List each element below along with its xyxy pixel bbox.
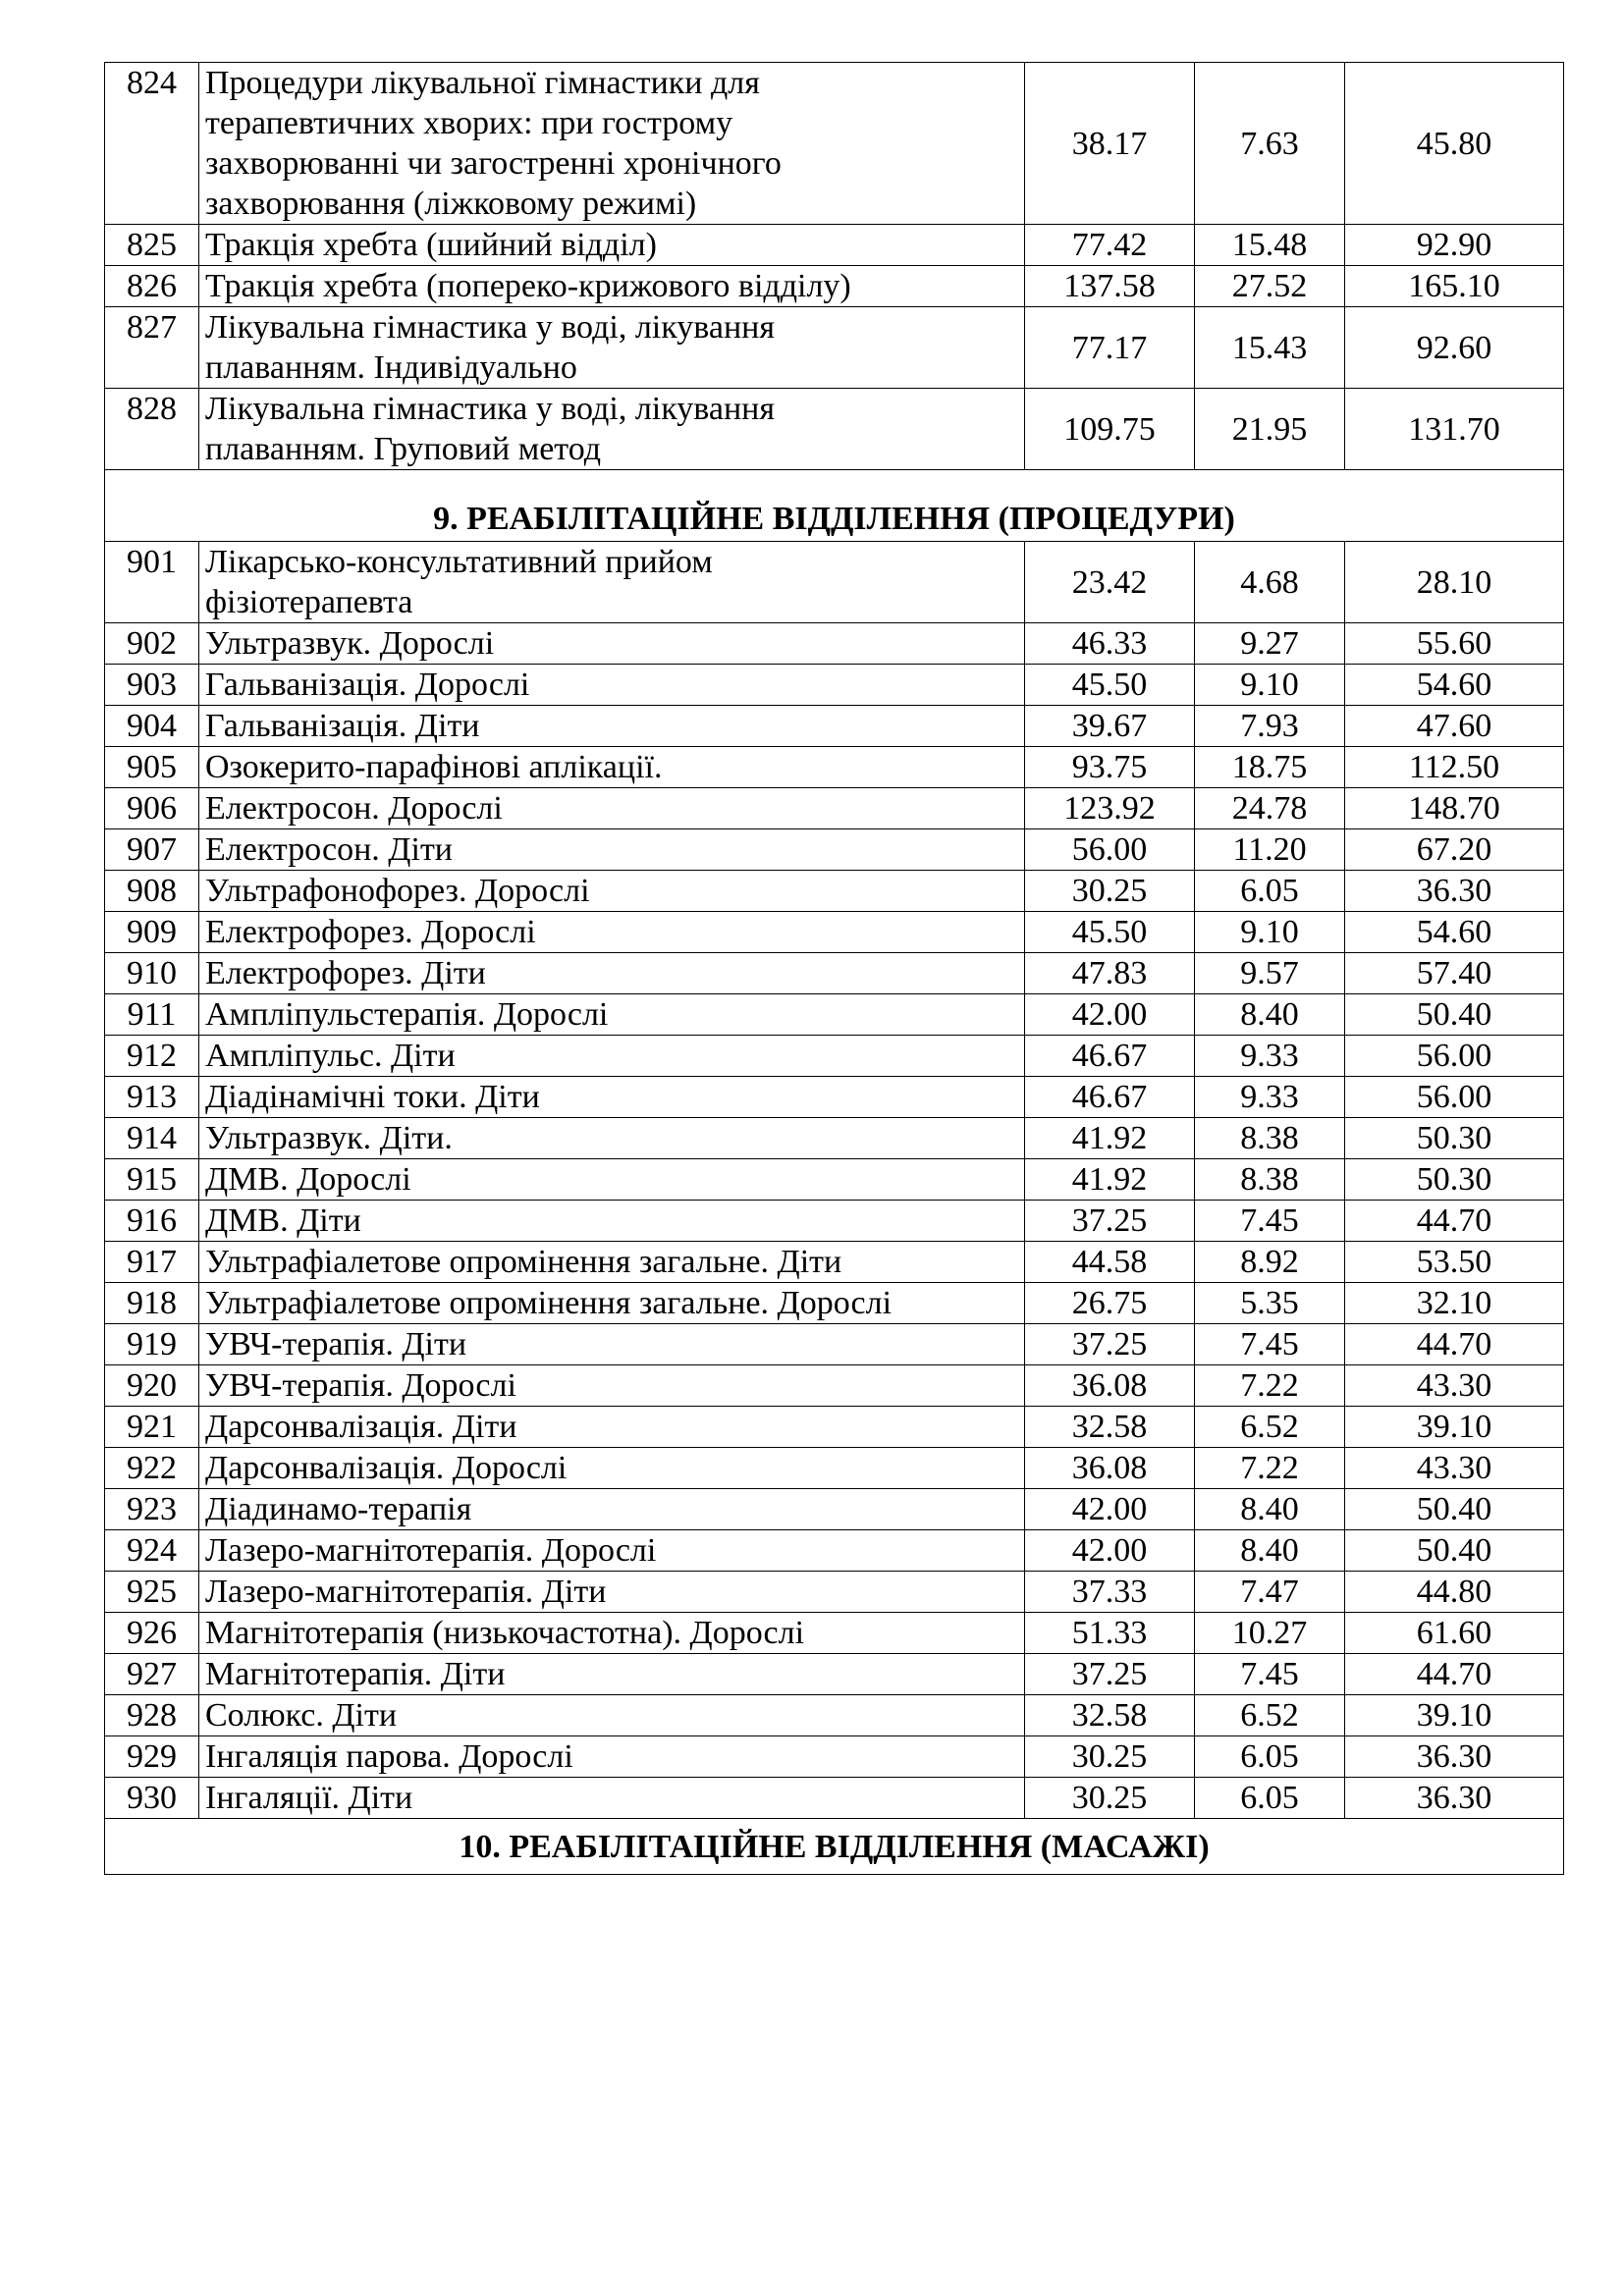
service-name xyxy=(199,63,1025,225)
cost-value: 45.50 xyxy=(1025,912,1195,953)
service-name-line: Електрофорез. Діти xyxy=(205,955,486,991)
service-name xyxy=(199,1407,1025,1448)
cost-value: 45.50 xyxy=(1025,665,1195,706)
service-name-line: Лікувальна гімнастика у воді, лікування xyxy=(205,309,775,346)
service-name xyxy=(199,542,1025,623)
service-name xyxy=(199,788,1025,829)
service-name xyxy=(199,1324,1025,1365)
row-number: 914 xyxy=(105,1118,199,1159)
cost-value: 42.00 xyxy=(1025,1489,1195,1530)
total-value: 131.70 xyxy=(1345,389,1564,470)
table-row xyxy=(105,912,1564,953)
vat-value: 15.48 xyxy=(1195,225,1345,266)
total-value: 36.30 xyxy=(1345,871,1564,912)
total-value: 61.60 xyxy=(1345,1613,1564,1654)
service-name xyxy=(199,1572,1025,1613)
cost-value: 39.67 xyxy=(1025,706,1195,747)
service-name xyxy=(199,1118,1025,1159)
vat-value: 8.40 xyxy=(1195,994,1345,1036)
total-value: 43.30 xyxy=(1345,1448,1564,1489)
cost-value: 37.25 xyxy=(1025,1654,1195,1695)
service-name-line: захворювання (ліжковому режимі) xyxy=(205,186,697,222)
service-name-line: плаванням. Індивідуально xyxy=(205,349,577,386)
table-row xyxy=(105,1283,1564,1324)
row-number: 923 xyxy=(105,1489,199,1530)
cost-value: 23.42 xyxy=(1025,542,1195,623)
cost-value: 44.58 xyxy=(1025,1242,1195,1283)
table-row xyxy=(105,1448,1564,1489)
row-number: 824 xyxy=(105,63,199,225)
cost-value: 77.42 xyxy=(1025,225,1195,266)
cost-value: 41.92 xyxy=(1025,1159,1195,1201)
total-value: 56.00 xyxy=(1345,1036,1564,1077)
vat-value: 6.05 xyxy=(1195,871,1345,912)
vat-value: 9.33 xyxy=(1195,1077,1345,1118)
total-value: 92.90 xyxy=(1345,225,1564,266)
section-title: 9. РЕАБІЛІТАЦІЙНЕ ВІДДІЛЕННЯ (ПРОЦЕДУРИ) xyxy=(105,470,1564,542)
row-number: 922 xyxy=(105,1448,199,1489)
table-row xyxy=(105,63,1564,225)
service-name xyxy=(199,389,1025,470)
table-row xyxy=(105,1407,1564,1448)
total-value: 50.40 xyxy=(1345,1489,1564,1530)
cost-value: 36.08 xyxy=(1025,1365,1195,1407)
service-name-line: Тракція хребта (шийний відділ) xyxy=(205,227,657,263)
table-row xyxy=(105,266,1564,307)
vat-value: 7.45 xyxy=(1195,1654,1345,1695)
table-row xyxy=(105,788,1564,829)
table-row xyxy=(105,1530,1564,1572)
row-number: 924 xyxy=(105,1530,199,1572)
total-value: 57.40 xyxy=(1345,953,1564,994)
row-number: 828 xyxy=(105,389,199,470)
row-number: 827 xyxy=(105,307,199,389)
total-value: 44.70 xyxy=(1345,1201,1564,1242)
row-number: 929 xyxy=(105,1736,199,1778)
service-name-line: ДМВ. Діти xyxy=(205,1202,361,1239)
service-name-line: Електросон. Діти xyxy=(205,831,453,868)
total-value: 32.10 xyxy=(1345,1283,1564,1324)
service-name xyxy=(199,1654,1025,1695)
row-number: 925 xyxy=(105,1572,199,1613)
row-number: 908 xyxy=(105,871,199,912)
cost-value: 32.58 xyxy=(1025,1407,1195,1448)
top-rows xyxy=(105,63,1564,470)
service-name xyxy=(199,1778,1025,1819)
vat-value: 4.68 xyxy=(1195,542,1345,623)
table-row xyxy=(105,1242,1564,1283)
table-row xyxy=(105,1613,1564,1654)
vat-value: 7.93 xyxy=(1195,706,1345,747)
row-number: 910 xyxy=(105,953,199,994)
vat-value: 7.22 xyxy=(1195,1365,1345,1407)
service-name-line: Ультрафіалетове опромінення загальне. Діти xyxy=(205,1244,842,1280)
service-name xyxy=(199,912,1025,953)
total-value: 44.70 xyxy=(1345,1654,1564,1695)
service-name xyxy=(199,1448,1025,1489)
service-name-line: Електросон. Дорослі xyxy=(205,790,503,827)
total-value: 53.50 xyxy=(1345,1242,1564,1283)
row-number: 905 xyxy=(105,747,199,788)
cost-value: 51.33 xyxy=(1025,1613,1195,1654)
total-value: 54.60 xyxy=(1345,665,1564,706)
service-name xyxy=(199,1365,1025,1407)
table-row xyxy=(105,1695,1564,1736)
service-name-line: Ультрафонофорез. Дорослі xyxy=(205,873,590,909)
total-value: 50.40 xyxy=(1345,1530,1564,1572)
cost-value: 46.33 xyxy=(1025,623,1195,665)
row-number: 911 xyxy=(105,994,199,1036)
service-name xyxy=(199,266,1025,307)
price-table xyxy=(104,62,1564,1875)
total-value: 44.80 xyxy=(1345,1572,1564,1613)
total-value: 44.70 xyxy=(1345,1324,1564,1365)
cost-value: 37.25 xyxy=(1025,1201,1195,1242)
service-name-line: УВЧ-терапія. Дорослі xyxy=(205,1367,516,1404)
row-number: 926 xyxy=(105,1613,199,1654)
vat-value: 7.45 xyxy=(1195,1201,1345,1242)
table-row xyxy=(105,953,1564,994)
section-title: 10. РЕАБІЛІТАЦІЙНЕ ВІДДІЛЕННЯ (МАСАЖІ) xyxy=(105,1819,1564,1875)
table-row xyxy=(105,1201,1564,1242)
service-name-line: Лікувальна гімнастика у воді, лікування xyxy=(205,391,775,427)
service-name-line: Гальванізація. Дорослі xyxy=(205,667,530,703)
service-name-line: плаванням. Груповий метод xyxy=(205,431,602,467)
cost-value: 41.92 xyxy=(1025,1118,1195,1159)
service-name-line: Ампліпульс. Діти xyxy=(205,1038,456,1074)
service-name xyxy=(199,1695,1025,1736)
vat-value: 7.47 xyxy=(1195,1572,1345,1613)
vat-value: 6.52 xyxy=(1195,1695,1345,1736)
service-name-line: Діадинамо-терапія xyxy=(205,1491,472,1527)
service-name-line: Магнітотерапія (низькочастотна). Дорослі xyxy=(205,1615,805,1651)
service-name-line: Діадінамічні токи. Діти xyxy=(205,1079,540,1115)
cost-value: 109.75 xyxy=(1025,389,1195,470)
service-name xyxy=(199,623,1025,665)
vat-value: 27.52 xyxy=(1195,266,1345,307)
service-name-line: УВЧ-терапія. Діти xyxy=(205,1326,467,1362)
service-name-line: Процедури лікувальної гімнастики для xyxy=(205,65,760,101)
service-name xyxy=(199,1036,1025,1077)
service-name xyxy=(199,307,1025,389)
table-row xyxy=(105,1572,1564,1613)
row-number: 907 xyxy=(105,829,199,871)
total-value: 36.30 xyxy=(1345,1736,1564,1778)
table-row xyxy=(105,665,1564,706)
table-row xyxy=(105,1036,1564,1077)
service-name-line: Лазеро-магнітотерапія. Діти xyxy=(205,1574,607,1610)
row-number: 919 xyxy=(105,1324,199,1365)
vat-value: 8.38 xyxy=(1195,1118,1345,1159)
service-name xyxy=(199,1159,1025,1201)
service-name-line: Лазеро-магнітотерапія. Дорослі xyxy=(205,1532,657,1569)
vat-value: 7.63 xyxy=(1195,63,1345,225)
vat-value: 5.35 xyxy=(1195,1283,1345,1324)
service-name-line: Ультразвук. Дорослі xyxy=(205,625,495,662)
total-value: 54.60 xyxy=(1345,912,1564,953)
table-row xyxy=(105,1736,1564,1778)
row-number: 928 xyxy=(105,1695,199,1736)
vat-value: 8.38 xyxy=(1195,1159,1345,1201)
table-row xyxy=(105,225,1564,266)
total-value: 36.30 xyxy=(1345,1778,1564,1819)
vat-value: 6.05 xyxy=(1195,1736,1345,1778)
row-number: 904 xyxy=(105,706,199,747)
table-row xyxy=(105,542,1564,623)
cost-value: 38.17 xyxy=(1025,63,1195,225)
table-row xyxy=(105,1365,1564,1407)
row-number: 906 xyxy=(105,788,199,829)
service-name xyxy=(199,225,1025,266)
cost-value: 56.00 xyxy=(1025,829,1195,871)
service-name xyxy=(199,1201,1025,1242)
vat-value: 7.22 xyxy=(1195,1448,1345,1489)
section-row xyxy=(105,470,1564,542)
vat-value: 24.78 xyxy=(1195,788,1345,829)
section-row xyxy=(105,1819,1564,1875)
service-name-line: Інгаляції. Діти xyxy=(205,1780,413,1816)
vat-value: 6.05 xyxy=(1195,1778,1345,1819)
cost-value: 37.33 xyxy=(1025,1572,1195,1613)
cost-value: 37.25 xyxy=(1025,1324,1195,1365)
total-value: 28.10 xyxy=(1345,542,1564,623)
total-value: 165.10 xyxy=(1345,266,1564,307)
vat-value: 9.57 xyxy=(1195,953,1345,994)
service-name xyxy=(199,829,1025,871)
service-name-line: Ультрафіалетове опромінення загальне. Дорослі xyxy=(205,1285,893,1321)
vat-value: 8.92 xyxy=(1195,1242,1345,1283)
cost-value: 137.58 xyxy=(1025,266,1195,307)
cost-value: 30.25 xyxy=(1025,871,1195,912)
table-row xyxy=(105,1159,1564,1201)
row-number: 920 xyxy=(105,1365,199,1407)
total-value: 39.10 xyxy=(1345,1407,1564,1448)
section-9-rows xyxy=(105,542,1564,1819)
service-name-line: Солюкс. Діти xyxy=(205,1697,398,1734)
table-row xyxy=(105,871,1564,912)
service-name-line: Дарсонвалізація. Дорослі xyxy=(205,1450,568,1486)
vat-value: 15.43 xyxy=(1195,307,1345,389)
row-number: 921 xyxy=(105,1407,199,1448)
cost-value: 46.67 xyxy=(1025,1036,1195,1077)
service-name-line: Гальванізація. Діти xyxy=(205,708,480,744)
row-number: 902 xyxy=(105,623,199,665)
vat-value: 18.75 xyxy=(1195,747,1345,788)
cost-value: 123.92 xyxy=(1025,788,1195,829)
row-number: 901 xyxy=(105,542,199,623)
row-number: 909 xyxy=(105,912,199,953)
total-value: 43.30 xyxy=(1345,1365,1564,1407)
row-number: 825 xyxy=(105,225,199,266)
cost-value: 30.25 xyxy=(1025,1736,1195,1778)
service-name-line: Ампліпульстерапія. Дорослі xyxy=(205,996,609,1033)
section-9-header xyxy=(105,470,1564,542)
vat-value: 9.10 xyxy=(1195,912,1345,953)
service-name xyxy=(199,994,1025,1036)
service-name-line: Тракція хребта (попереко-крижового відділу) xyxy=(205,268,851,304)
service-name-line: Лікарсько-консультативний прийом xyxy=(205,544,713,580)
vat-value: 8.40 xyxy=(1195,1489,1345,1530)
total-value: 50.30 xyxy=(1345,1159,1564,1201)
vat-value: 9.27 xyxy=(1195,623,1345,665)
cost-value: 32.58 xyxy=(1025,1695,1195,1736)
service-name xyxy=(199,1530,1025,1572)
total-value: 39.10 xyxy=(1345,1695,1564,1736)
service-name-line: фізіотерапевта xyxy=(205,584,413,620)
row-number: 903 xyxy=(105,665,199,706)
service-name xyxy=(199,1283,1025,1324)
service-name-line: ДМВ. Дорослі xyxy=(205,1161,411,1198)
row-number: 917 xyxy=(105,1242,199,1283)
row-number: 927 xyxy=(105,1654,199,1695)
service-name-line: Інгаляція парова. Дорослі xyxy=(205,1738,573,1775)
table-row xyxy=(105,389,1564,470)
row-number: 916 xyxy=(105,1201,199,1242)
service-name xyxy=(199,1077,1025,1118)
cost-value: 26.75 xyxy=(1025,1283,1195,1324)
service-name xyxy=(199,706,1025,747)
table-row xyxy=(105,1778,1564,1819)
cost-value: 47.83 xyxy=(1025,953,1195,994)
total-value: 47.60 xyxy=(1345,706,1564,747)
table-row xyxy=(105,747,1564,788)
vat-value: 21.95 xyxy=(1195,389,1345,470)
row-number: 913 xyxy=(105,1077,199,1118)
vat-value: 9.10 xyxy=(1195,665,1345,706)
row-number: 915 xyxy=(105,1159,199,1201)
total-value: 148.70 xyxy=(1345,788,1564,829)
vat-value: 9.33 xyxy=(1195,1036,1345,1077)
service-name xyxy=(199,1613,1025,1654)
service-name xyxy=(199,953,1025,994)
section-10-header xyxy=(105,1819,1564,1875)
service-name-line: Озокерито-парафінові аплікації. xyxy=(205,749,663,785)
table-row xyxy=(105,623,1564,665)
service-name-line: терапевтичних хворих: при гострому xyxy=(205,105,733,141)
vat-value: 7.45 xyxy=(1195,1324,1345,1365)
service-name-line: Електрофорез. Дорослі xyxy=(205,914,536,950)
table-row xyxy=(105,1324,1564,1365)
total-value: 50.40 xyxy=(1345,994,1564,1036)
service-name-line: Ультразвук. Діти. xyxy=(205,1120,453,1156)
table-row xyxy=(105,1489,1564,1530)
table-row xyxy=(105,1654,1564,1695)
total-value: 55.60 xyxy=(1345,623,1564,665)
total-value: 56.00 xyxy=(1345,1077,1564,1118)
cost-value: 46.67 xyxy=(1025,1077,1195,1118)
cost-value: 93.75 xyxy=(1025,747,1195,788)
table-row xyxy=(105,706,1564,747)
service-name xyxy=(199,747,1025,788)
table-row xyxy=(105,994,1564,1036)
row-number: 930 xyxy=(105,1778,199,1819)
total-value: 92.60 xyxy=(1345,307,1564,389)
row-number: 918 xyxy=(105,1283,199,1324)
service-name xyxy=(199,665,1025,706)
service-name-line: захворюванні чи загостренні хронічного xyxy=(205,145,782,182)
vat-value: 11.20 xyxy=(1195,829,1345,871)
total-value: 45.80 xyxy=(1345,63,1564,225)
service-name xyxy=(199,871,1025,912)
cost-value: 77.17 xyxy=(1025,307,1195,389)
total-value: 112.50 xyxy=(1345,747,1564,788)
service-name xyxy=(199,1242,1025,1283)
cost-value: 42.00 xyxy=(1025,994,1195,1036)
row-number: 912 xyxy=(105,1036,199,1077)
total-value: 50.30 xyxy=(1345,1118,1564,1159)
service-name-line: Дарсонвалізація. Діти xyxy=(205,1409,517,1445)
vat-value: 10.27 xyxy=(1195,1613,1345,1654)
cost-value: 36.08 xyxy=(1025,1448,1195,1489)
vat-value: 8.40 xyxy=(1195,1530,1345,1572)
total-value: 67.20 xyxy=(1345,829,1564,871)
service-name xyxy=(199,1489,1025,1530)
table-row xyxy=(105,1077,1564,1118)
table-row xyxy=(105,307,1564,389)
service-name-line: Магнітотерапія. Діти xyxy=(205,1656,506,1692)
service-name xyxy=(199,1736,1025,1778)
cost-value: 30.25 xyxy=(1025,1778,1195,1819)
cost-value: 42.00 xyxy=(1025,1530,1195,1572)
vat-value: 6.52 xyxy=(1195,1407,1345,1448)
table-row xyxy=(105,829,1564,871)
row-number: 826 xyxy=(105,266,199,307)
table-row xyxy=(105,1118,1564,1159)
